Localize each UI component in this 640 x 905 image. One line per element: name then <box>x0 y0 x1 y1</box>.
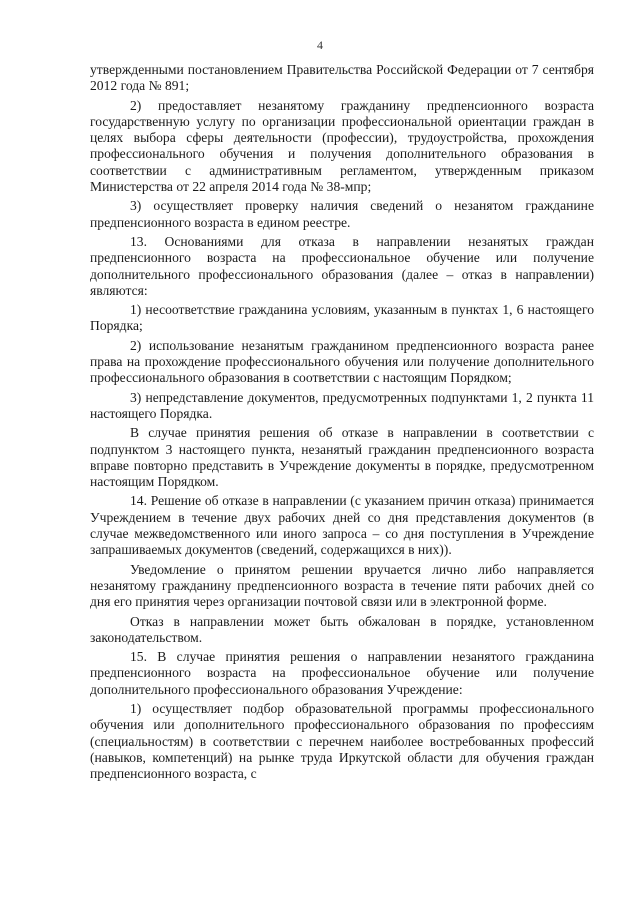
paragraph-item-2-state-service: 2) предоставляет незанятому гражданину предпенсионного возраста государственную услугу по организации профессиональной ориентации граждан в целях выбора сферы деятельности (профессии), трудоустройства, прохождения профессионального обучения и получения дополнительного образования в соответствии с административным регламентом, утвержденным приказом Министерства от 22 апреля 2014 года № 38-мпр; <box>90 97 594 195</box>
paragraph-item-3-registry-check: 3) осуществляет проверку наличия сведений о незанятом гражданине предпенсионного возраста в едином реестре. <box>90 198 594 230</box>
paragraph-section-13: 13. Основаниями для отказа в направлении незанятых граждан предпенсионного возраста на профессиональное обучение или получение дополнительного профессионального образования (далее – отказ в направлении) являются: <box>90 233 594 298</box>
paragraph-reason-3: 3) непредставление документов, предусмотренных подпунктами 1, 2 пункта 11 настоящего Порядка. <box>90 389 594 421</box>
paragraph-appeal: Отказ в направлении может быть обжалован в порядке, установленном законодательством. <box>90 613 594 645</box>
document-body <box>90 62 594 782</box>
paragraph-reason-1: 1) несоответствие гражданина условиям, указанным в пунктах 1, 6 настоящего Порядка; <box>90 302 594 334</box>
paragraph-section-15-item-1: 1) осуществляет подбор образовательной программы профессионального обучения или дополнительного профессионального образования по профессиям (специальностям) в соответствии с перечнем наиболее востребованных профессий (навыков, компетенций) на рынке труда Иркутской области для обучения граждан предпенсионного возраста, с <box>90 700 594 782</box>
paragraph-resubmission: В случае принятия решения об отказе в направлении в соответствии с подпунктом 3 настоящего пункта, незанятый гражданин предпенсионного возраста вправе повторно представить в Учреждение документы в порядке, предусмотренном настоящим Порядком. <box>90 425 594 490</box>
paragraph-section-14: 14. Решение об отказе в направлении (с указанием причин отказа) принимается Учреждением в течение двух рабочих дней со дня представления документов (в случае межведомственного или иного запроса – со дня поступления в Учреждение запрашиваемых документов (сведений, содержащихся в них)). <box>90 493 594 558</box>
paragraph-reason-2: 2) использование незанятым гражданином предпенсионного возраста ранее права на прохождение профессионального обучения или получение дополнительного профессионального образования в соответствии с настоящим Порядком; <box>90 337 594 386</box>
paragraph-section-15: 15. В случае принятия решения о направлении незанятого гражданина предпенсионного возраста на профессиональное обучение или получение дополнительного профессионального образования Учреждение: <box>90 649 594 697</box>
paragraph-notification: Уведомление о принятом решении вручается лично либо направляется незанятому гражданину предпенсионного возраста в течение пяти рабочих дней со дня его принятия через организации почтовой связи или в электронной форме. <box>90 561 594 610</box>
paragraph-continuation: утвержденными постановлением Правительства Российской Федерации от 7 сентября 2012 года № 891; <box>90 62 594 94</box>
page-number: 4 <box>317 38 323 52</box>
